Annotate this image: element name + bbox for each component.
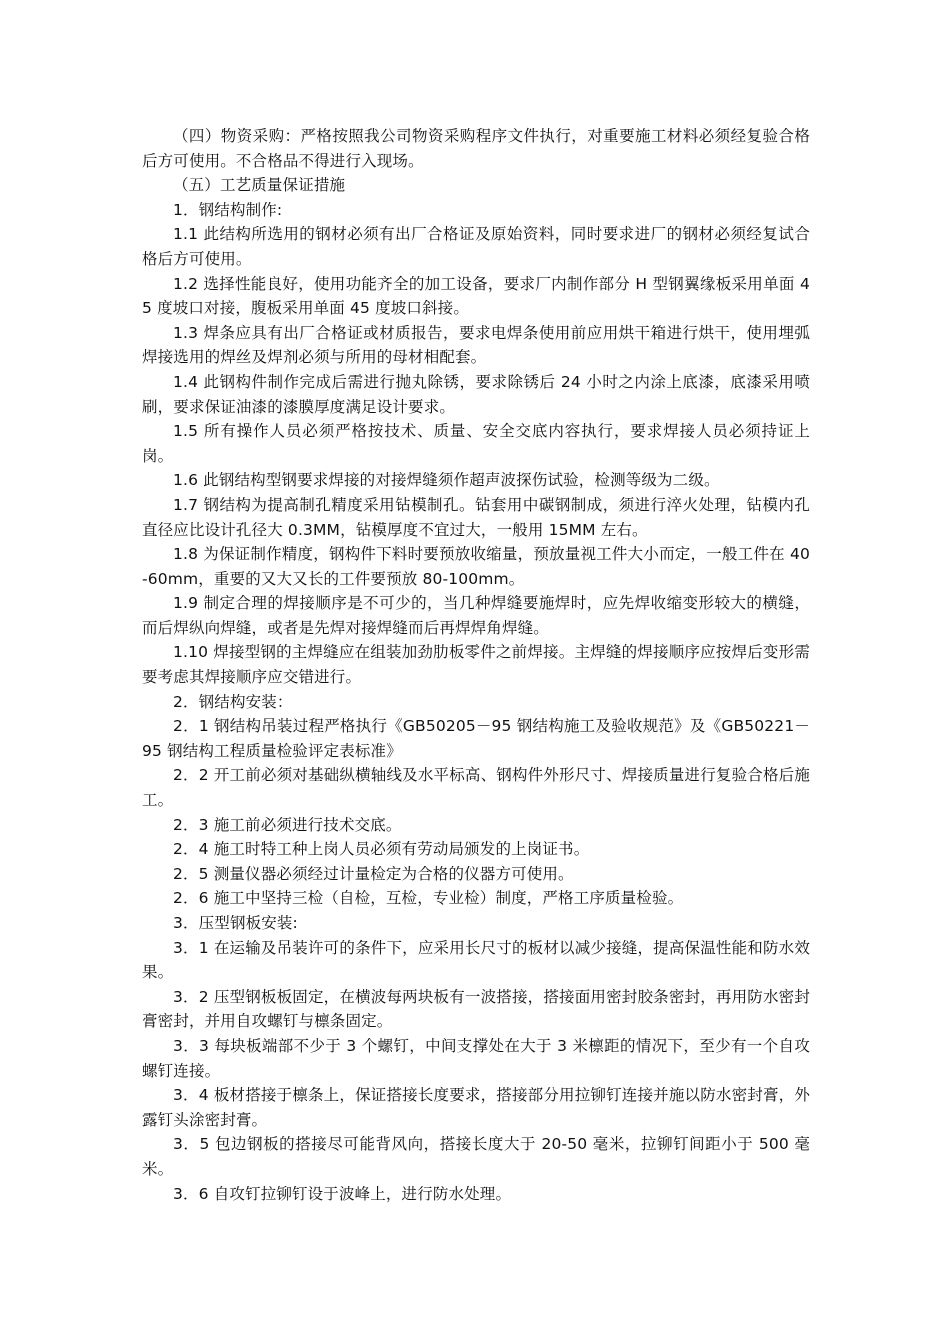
paragraph-3-4: 3．4 板材搭接于檩条上，保证搭接长度要求，搭接部分用拉铆钉连接并施以防水密封膏，外露钉头涂密封膏。 [142,1086,810,1129]
paragraph-3-3: 3．3 每块板端部不少于 3 个螺钉，中间支撑处在大于 3 米檩距的情况下，至少有一个自攻螺钉连接。 [142,1036,810,1080]
paragraph-1-3: 1.3 焊条应具有出厂合格证或材质报告，要求电焊条使用前应用烘干箱进行烘干，使用埋弧焊接选用的焊丝及焊剂必须与所用的母材相配套。 [142,323,810,367]
paragraph-1-6: 1.6 此钢结构型钢要求焊接的对接焊缝须作超声波探伤试验，检测等级为二级。 [173,471,720,490]
paragraph-3-2: 3．2 压型钢板板固定，在横波每两块板有一波搭接，搭接面用密封胶条密封，再用防水密封膏密封，并用自攻螺钉与檩条固定。 [142,987,810,1031]
paragraph-1-2: 1.2 选择性能良好，使用功能齐全的加工设备，要求厂内制作部分 H 型钢翼缘板采用单面 45 度坡口对接，腹板采用单面 45 度坡口斜接。 [142,274,810,318]
paragraph-1-7: 1.7 钢结构为提高制孔精度采用钻模制孔。钻套用中碳钢制成，须进行淬火处理，钻模内孔直径应比设计孔径大 0.3MM，钻模厚度不宜过大，一般用 15MM 左右。 [142,495,810,539]
paragraph-2-6: 2．6 施工中坚持三检（自检，互检，专业检）制度，严格工序质量检验。 [173,889,684,908]
heading-steel-installation: 2．钢结构安装： [173,692,293,711]
paragraph-procurement: （四）物资采购：严格按照我公司物资采购程序文件执行，对重要施工材料必须经复验合格后方可使用。不合格品不得进行入现场。 [142,127,810,170]
paragraph-2-2: 2．2 开工前必须对基础纵横轴线及水平标高、钢构件外形尺寸、焊接质量进行复验合格后施工。 [142,766,810,810]
paragraph-3-1: 3．1 在运输及吊装许可的条件下，应采用长尺寸的板材以减少接缝，提高保温性能和防水效果。 [142,938,810,982]
paragraph-3-6: 3．6 自攻钉拉铆钉设于波峰上，进行防水处理。 [173,1184,512,1203]
paragraph-1-10: 1.10 焊接型钢的主焊缝应在组装加劲肋板零件之前焊接。主焊缝的焊接顺序应按焊后变形需要考虑其焊接顺序应交错进行。 [142,643,810,687]
heading-process-quality: （五）工艺质量保证措施 [173,176,346,195]
paragraph-1-5: 1.5 所有操作人员必须严格按技术、质量、安全交底内容执行，要求焊接人员必须持证上岗。 [142,422,810,465]
paragraph-1-1: 1.1 此结构所选用的钢材必须有出厂合格证及原始资料，同时要求进厂的钢材必须经复试合格后方可使用。 [142,225,810,268]
paragraph-2-5: 2．5 测量仪器必须经过计量检定为合格的仪器方可使用。 [173,864,574,883]
paragraph-2-4: 2．4 施工时特工种上岗人员必须有劳动局颁发的上岗证书。 [173,840,590,859]
heading-steel-fabrication: 1．钢结构制作: [173,200,283,219]
paragraph-2-1: 2．1 钢结构吊装过程严格执行《GB50205－95 钢结构施工及验收规范》及《GB50221－95 钢结构工程质量检验评定表标准》 [142,717,810,760]
heading-profiled-steel-sheet: 3．压型钢板安装: [173,914,298,932]
paragraph-1-8: 1.8 为保证制作精度，钢构件下料时要预放收缩量，预放量视工件大小而定，一般工件在 40-60mm，重要的又大又长的工件要预放 80-100mm。 [142,545,810,588]
document-body [142,124,810,1206]
paragraph-1-9: 1.9 制定合理的焊接顺序是不可少的，当几种焊缝要施焊时，应先焊收缩变形较大的横缝，而后焊纵向焊缝，或者是先焊对接焊缝而后再焊焊角焊缝。 [142,594,810,637]
paragraph-3-5: 3．5 包边钢板的搭接尽可能背风向，搭接长度大于 20-50 毫米，拉铆钉间距小于 500 毫米。 [142,1135,810,1178]
paragraph-1-4: 1.4 此钢构件制作完成后需进行抛丸除锈，要求除锈后 24 小时之内涂上底漆，底漆采用喷刷，要求保证油漆的漆膜厚度满足设计要求。 [142,372,810,416]
paragraph-2-3: 2．3 施工前必须进行技术交底。 [173,815,402,834]
